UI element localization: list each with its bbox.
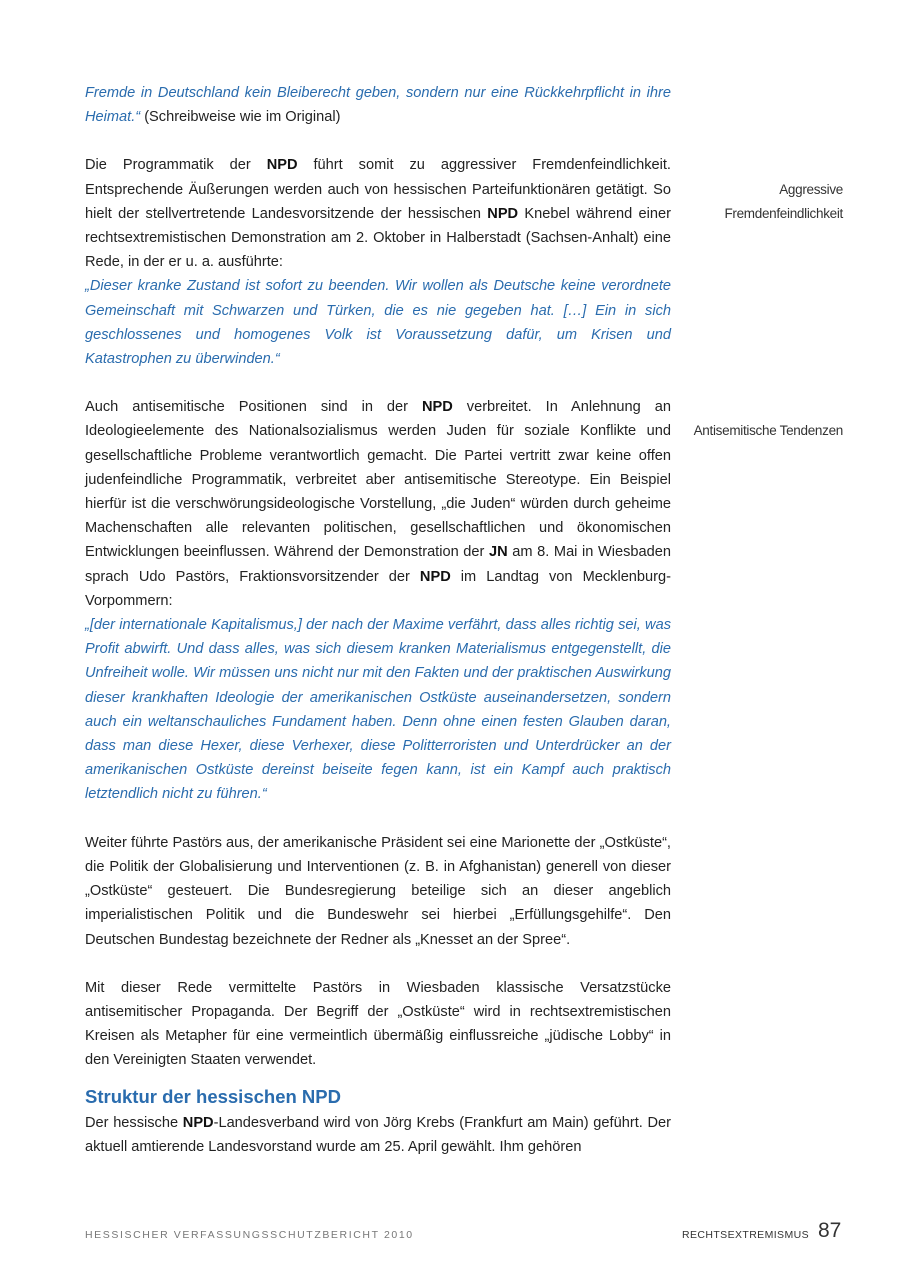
section-heading: Struktur der hessischen NPD <box>85 1085 341 1107</box>
quote-continuation <box>85 81 671 129</box>
footer-publication: HESSISCHER VERFASSUNGSSCHUTZBERICHT 2010 <box>85 1229 414 1241</box>
main-text-column <box>85 81 671 1159</box>
paragraph-structure: Der hessische NPD-Landesverband wird von Jörg Krebs (Frankfurt am Main) geführt. Der aktuell amtierende Landesvorstand wurde am 25. April gewählt. Ihm gehören <box>85 1114 671 1155</box>
paragraph-ostkueste: Weiter führte Pastörs aus, der amerikanische Präsident sei eine Marionette der „Ostküste“, die Politik der Globalisierung und Interventionen (z. B. in Afghanistan) generell von dieser „Ostküste“ gesteuert. Die Bundesregierung beteilige sich an dieser angeblich imperialistischen Politik und die Bundeswehr sei hierbei „Erfüllungsgehilfe“. Den Deutschen Bundestag bezeichnete der Redner als „Knesset an der Spree“. <box>85 834 671 948</box>
margin-note-antisemitismus: Antisemitische Tendenzen <box>693 423 843 438</box>
margin-note-fremdenfeindlichkeit: Aggressive Fremdenfeindlichkeit <box>724 182 843 221</box>
quote-knebel: „Dieser kranke Zustand ist sofort zu beenden. Wir wollen als Deutsche keine verordnete Gemeinschaft mit Schwarzen und Türken, die es nie gegeben hat. […] Ein in sich geschlossenes und homogenes Volk ist Voraussetzung dafür, um Krisen und Katastrophen zu überwinden.“ <box>85 278 671 368</box>
paragraph-programmatik: Die Programmatik der NPD führt somit zu aggressiver Fremdenfeindlichkeit. Entsprechende Äußerungen werden auch von hessischen Parteifunktionären getätigt. So hielt der stellvertretende Landesvorsitzende der hessischen NPD Knebel während einer rechtsextremistischen Demonstration am 2. Oktober in Halberstadt (Sachsen-Anhalt) eine Rede, in der er u. a. ausführte: <box>85 157 671 271</box>
quote-pastoers: „[der internationale Kapitalismus,] der nach der Maxime verfährt, dass alles richtig sei, was Profit abwirft. Und dass alles, was sich diesem kranken Materialismus entgegenstellt, die Unfreiheit wolle. Wir müssen uns nicht nur mit den Fakten und der praktischen Auswirkung dieser krankhaften Ideologie der amerikanischen Ostküste auseinandersetzen, sondern auch ein weltanschauliches Fundament haben. Denn ohne einen festen Glauben daran, dass man diese Hexer, diese Verhexer, diese Politterroristen und Unterdrücker an der amerikanischen Ostküste dereinst beiseite fegen kann, ist ein Kampf auch praktisch letztendlich nicht zu führen.“ <box>85 617 671 803</box>
paragraph-propaganda: Mit dieser Rede vermittelte Pastörs in Wiesbaden klassische Versatzstücke antisemitischer Propaganda. Der Begriff der „Ostküste“ wird in rechtsextremistischen Kreisen als Metapher für eine vermeintlich übermäßig einflussreiche „jüdische Lobby“ in den Vereinigten Staaten verwendet. <box>85 979 671 1069</box>
footer-section: RECHTSEXTREMISMUS <box>682 1229 809 1241</box>
page-number: 87 <box>818 1219 842 1242</box>
quote-end: Fremde in Deutschland kein Bleiberecht geben, sondern nur eine Rückkehrpflicht in ihre Heimat.“ <box>85 85 671 126</box>
quote-note: (Schreibweise wie im Original) <box>140 109 341 126</box>
paragraph-antisemitism: Auch antisemitische Positionen sind in der NPD verbreitet. In Anlehnung an Ideologieelemente des Nationalsozialismus werden Juden für soziale Konflikte und gesellschaftliche Probleme verantwortlich gemacht. Die Partei vertritt zwar keine offen judenfeindliche Programmatik, verbreitet aber antisemitische Stereotype. Ein Beispiel hierfür ist die verschwörungsideologische Vorstellung, „die Juden“ würden durch geheime Machenschaften alle relevanten politischen, gesellschaftlichen und ökonomischen Entwicklungen beeinflussen. Während der Demonstration der JN am 8. Mai in Wiesbaden sprach Udo Pastörs, Fraktionsvorsitzender der NPD im Landtag von Mecklenburg-Vorpommern: <box>85 399 671 609</box>
